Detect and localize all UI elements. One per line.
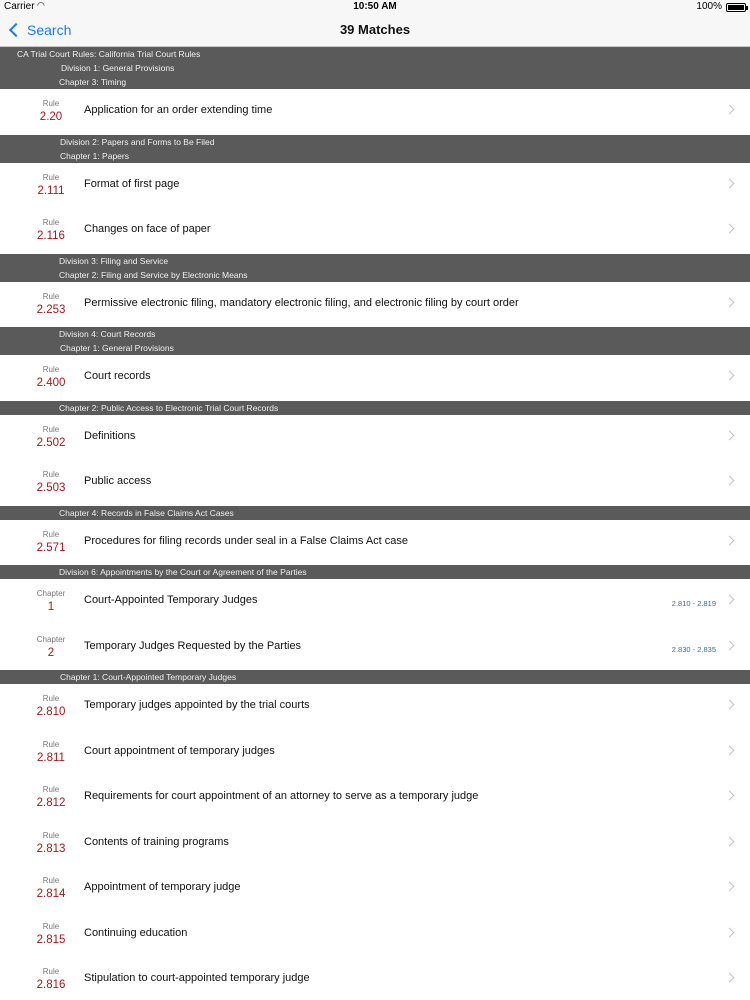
section-header <box>0 506 750 520</box>
chevron-right-icon <box>725 791 735 801</box>
item-number: 2.502 <box>36 436 66 449</box>
item-title: Court-Appointed Temporary Judges <box>84 594 258 606</box>
item-title: Temporary judges appointed by the trial courts <box>84 699 310 711</box>
list-item[interactable] <box>0 163 750 209</box>
list-item[interactable] <box>0 415 750 461</box>
rule-range: 2.830 - 2.835 <box>671 644 716 654</box>
item-title: Procedures for filing records under seal in a False Claims Act case <box>84 534 409 547</box>
item-kind-label: Rule <box>42 424 60 434</box>
list-item[interactable] <box>0 821 750 867</box>
item-number: 2.810 <box>36 706 66 718</box>
item-title: Court records <box>84 370 151 382</box>
results-list[interactable] <box>0 47 750 1000</box>
section-header <box>0 254 750 282</box>
chevron-right-icon <box>725 640 735 650</box>
chevron-right-icon <box>725 371 735 381</box>
chevron-right-icon <box>725 476 735 486</box>
section-header-line: Chapter 3: Timing <box>59 77 127 87</box>
list-item[interactable] <box>0 625 750 671</box>
chevron-right-icon <box>725 595 735 605</box>
item-kind-label: Rule <box>42 218 60 227</box>
battery-tip <box>746 6 748 10</box>
list-item[interactable] <box>0 460 750 506</box>
chevron-right-icon <box>725 836 735 846</box>
section-header <box>0 670 750 684</box>
item-title: Definitions <box>84 429 136 442</box>
item-number: 2 <box>47 646 55 659</box>
item-kind-label: Rule <box>42 739 60 749</box>
item-kind-label: Rule <box>42 921 60 931</box>
item-kind-label: Chapter <box>36 589 66 598</box>
chevron-right-icon <box>725 430 735 440</box>
section-header-line: Chapter 1: Court-Appointed Temporary Judges <box>60 672 237 682</box>
item-number: 2.116 <box>37 230 65 242</box>
status-bar <box>0 0 750 14</box>
item-number: 2.400 <box>36 377 66 389</box>
chevron-right-icon <box>725 882 735 892</box>
item-title: Permissive electronic filing, mandatory electronic filing, and electronic filing by court order <box>84 296 519 309</box>
list-item[interactable] <box>0 775 750 821</box>
item-kind-label: Rule <box>42 529 60 539</box>
chevron-right-icon <box>725 105 735 115</box>
carrier-label: Carrier <box>4 1 35 12</box>
battery-icon <box>726 3 746 12</box>
list-item[interactable] <box>0 520 750 566</box>
item-number: 2.20 <box>39 111 63 123</box>
list-item[interactable] <box>0 282 750 328</box>
status-time: 10:50 AM <box>353 1 397 12</box>
item-number: 2.811 <box>37 751 65 764</box>
item-title: Format of first page <box>84 177 180 190</box>
item-kind-label: Rule <box>42 470 60 479</box>
chevron-right-icon <box>725 297 735 307</box>
item-kind-label: Rule <box>42 99 60 108</box>
list-item[interactable] <box>0 730 750 776</box>
wifi-icon: ◠ <box>37 0 45 10</box>
list-item[interactable] <box>0 89 750 135</box>
item-title: Continuing education <box>84 926 188 939</box>
section-header <box>0 565 750 579</box>
list-item[interactable] <box>0 579 750 625</box>
item-number: 2.253 <box>36 303 66 316</box>
section-header-line: Chapter 2: Filing and Service by Electronic Means <box>59 269 248 280</box>
section-header-line: Division 3: Filing and Service <box>59 255 169 266</box>
item-title: Temporary Judges Requested by the Parties <box>84 639 302 652</box>
list-item[interactable] <box>0 355 750 401</box>
chevron-right-icon <box>725 535 735 545</box>
item-kind-label: Rule <box>42 694 60 703</box>
list-item[interactable] <box>0 957 750 1000</box>
chevron-right-icon <box>725 178 735 188</box>
page-title: 39 Matches <box>339 22 411 37</box>
section-header <box>0 327 750 355</box>
item-title: Court appointment of temporary judges <box>84 744 275 757</box>
item-title: Application for an order extending time <box>84 104 273 116</box>
chevron-right-icon <box>725 973 735 983</box>
item-kind-label: Rule <box>42 365 60 374</box>
item-number: 2.571 <box>36 541 66 554</box>
item-kind-label: Chapter <box>36 634 66 644</box>
section-header-line: Division 2: Papers and Forms to Be Filed <box>60 136 215 147</box>
item-number: 2.111 <box>37 184 65 197</box>
item-number: 2.814 <box>36 888 66 900</box>
list-item[interactable] <box>0 208 750 254</box>
item-kind-label: Rule <box>42 172 60 182</box>
item-number: 1 <box>47 601 55 613</box>
list-item[interactable] <box>0 684 750 730</box>
section-header <box>0 401 750 415</box>
section-header <box>0 47 750 89</box>
section-header-line: Chapter 1: Papers <box>60 150 129 161</box>
navigation-bar <box>0 14 750 47</box>
section-header-line: Division 6: Appointments by the Court or Agreement of the Parties <box>59 567 307 577</box>
section-header <box>0 135 750 163</box>
item-title: Stipulation to court-appointed temporary judge <box>84 972 310 984</box>
item-title: Public access <box>84 475 152 487</box>
chevron-right-icon <box>725 224 735 234</box>
section-header-line: Division 4: Court Records <box>59 329 156 339</box>
chevron-right-icon <box>725 745 735 755</box>
section-header-line: Division 1: General Provisions <box>61 63 175 73</box>
item-number: 2.816 <box>36 979 66 991</box>
section-header-line: Chapter 1: General Provisions <box>60 343 174 353</box>
item-kind-label: Rule <box>42 830 60 840</box>
item-title: Changes on face of paper <box>84 223 211 235</box>
section-header-line: Chapter 2: Public Access to Electronic Trial Court Records <box>59 402 279 413</box>
item-title: Appointment of temporary judge <box>84 881 241 893</box>
item-number: 2.503 <box>36 482 66 494</box>
section-header-line: CA Trial Court Rules: California Trial Court Rules <box>17 49 201 59</box>
item-number: 2.815 <box>36 933 66 946</box>
item-kind-label: Rule <box>42 785 60 794</box>
list-item[interactable] <box>0 912 750 958</box>
section-header-line: Chapter 4: Records in False Claims Act Cases <box>59 507 234 518</box>
chevron-right-icon <box>725 927 735 937</box>
item-title: Requirements for court appointment of an attorney to serve as a temporary judge <box>84 790 479 802</box>
item-number: 2.813 <box>36 842 66 855</box>
item-kind-label: Rule <box>42 291 60 301</box>
item-number: 2.812 <box>36 797 66 809</box>
battery-percent: 100% <box>696 1 722 12</box>
chevron-right-icon <box>725 700 735 710</box>
item-kind-label: Rule <box>42 876 60 885</box>
back-button-label: Search <box>27 22 72 38</box>
item-title: Contents of training programs <box>84 835 229 848</box>
item-kind-label: Rule <box>42 967 60 976</box>
rule-range: 2.810 - 2.819 <box>671 599 716 608</box>
list-item[interactable] <box>0 866 750 912</box>
